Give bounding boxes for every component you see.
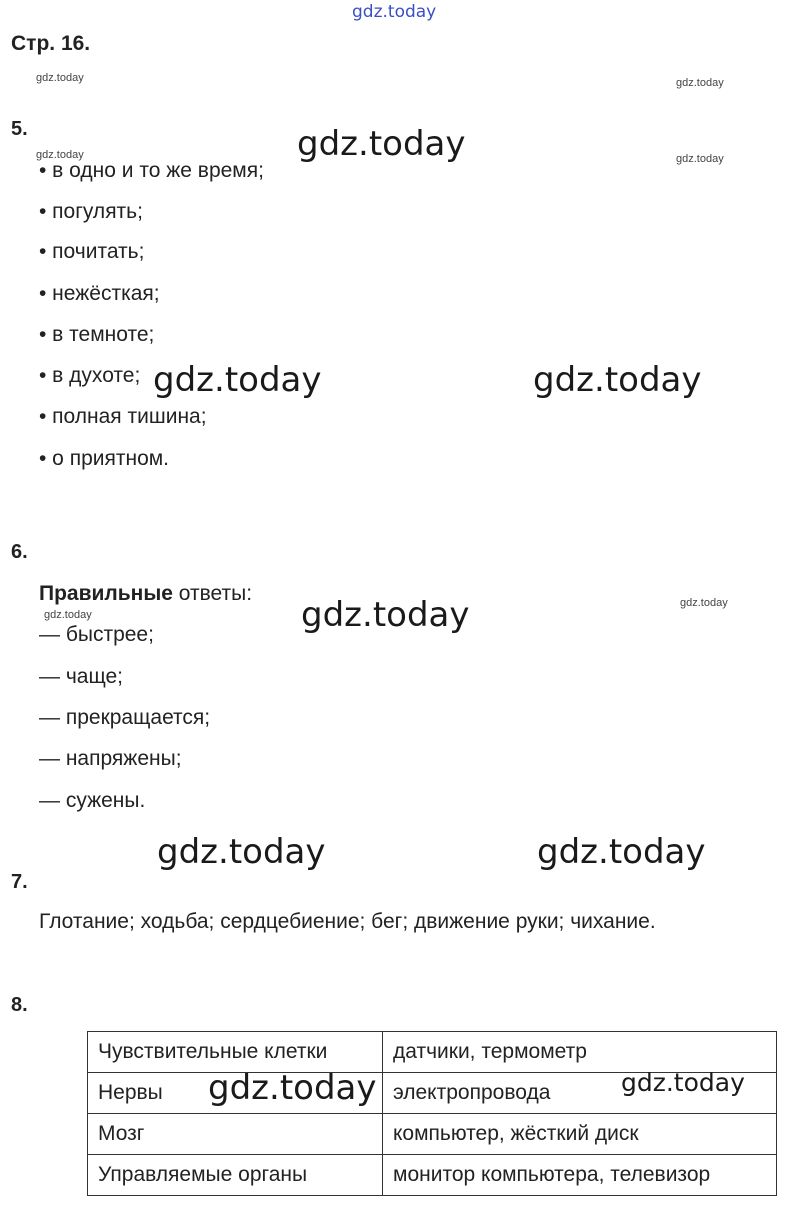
task6-item: — сужены. [39, 789, 146, 812]
table-cell: Нервы [88, 1073, 383, 1114]
task5-item: • о приятном. [39, 447, 170, 470]
task8-number: 8. [11, 994, 28, 1016]
task6-item: — напряжены; [39, 747, 182, 770]
watermark-small: gdz.today [44, 609, 92, 621]
task5-item: • почитать; [39, 240, 145, 263]
task5-number: 5. [11, 118, 28, 140]
task6-intro [39, 582, 252, 606]
task6-item: — быстрее; [39, 623, 154, 646]
table-cell: датчики, термометр [383, 1032, 777, 1073]
page-title: Стр. 16. [11, 32, 91, 55]
watermark-large: gdz.today [533, 360, 702, 400]
watermark-small: gdz.today [36, 72, 84, 84]
table-cell: Чувствительные клетки [88, 1032, 383, 1073]
watermark-small: gdz.today [680, 597, 728, 609]
watermark-top: gdz.today [352, 2, 437, 22]
watermark-small: gdz.today [676, 77, 724, 89]
task5-item: • в духоте; [39, 364, 141, 387]
table-cell: компьютер, жёсткий диск [383, 1114, 777, 1155]
task7-number: 7. [11, 871, 28, 893]
task6-item: — прекращается; [39, 706, 211, 729]
task6-intro-rest: ответы: [172, 582, 253, 605]
watermark-large: gdz.today [208, 1068, 377, 1108]
task5-item: • в одно и то же время; [39, 159, 264, 182]
watermark-large: gdz.today [297, 124, 466, 164]
watermark-large: gdz.today [621, 1068, 745, 1097]
watermark-small: gdz.today [36, 149, 84, 161]
table-row [88, 1155, 777, 1196]
task8-table [87, 1031, 777, 1196]
task5-item: • полная тишина; [39, 405, 207, 428]
task7-text: Глотание; ходьба; сердцебиение; бег; движение руки; чихание. [39, 910, 656, 933]
task5-item: • нежёсткая; [39, 282, 160, 305]
task5-item: • погулять; [39, 200, 143, 223]
task6-number: 6. [11, 541, 28, 563]
table-cell: Мозг [88, 1114, 383, 1155]
table-cell: монитор компьютера, телевизор [383, 1155, 777, 1196]
table-row [88, 1114, 777, 1155]
table-row [88, 1032, 777, 1073]
watermark-large: gdz.today [301, 595, 470, 635]
table-cell: Управляемые органы [88, 1155, 383, 1196]
watermark-large: gdz.today [157, 832, 326, 872]
watermark-large: gdz.today [537, 832, 706, 872]
table-cell: электропровода [383, 1073, 777, 1114]
task6-item: — чаще; [39, 665, 124, 688]
task5-item: • в темноте; [39, 323, 155, 346]
watermark-large: gdz.today [153, 360, 322, 400]
task6-intro-bold: Правильные [39, 582, 173, 605]
watermark-small: gdz.today [676, 153, 724, 165]
